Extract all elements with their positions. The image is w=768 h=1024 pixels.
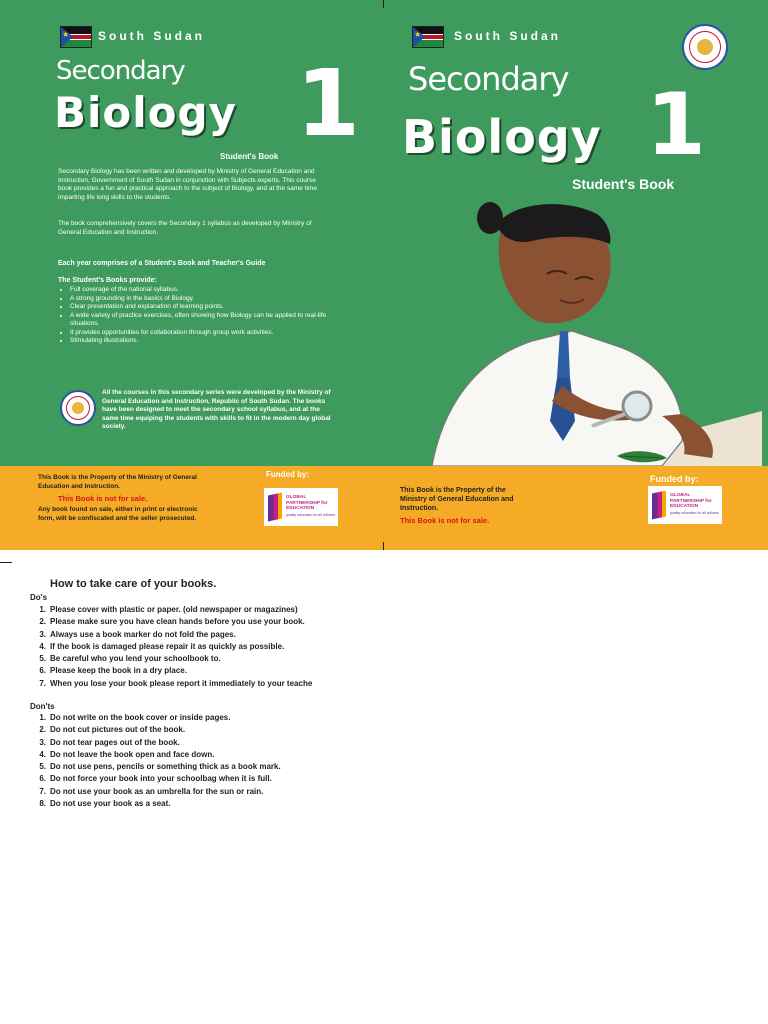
donts-heading: Don'ts [30, 702, 55, 711]
donts-list [39, 712, 281, 810]
intro-text: Secondary Biology has been written and developed by Ministry of General Education and Instruction, Government of South Sudan in conjunction with Subjects experts. This course book provides a fun and practical approach to the subject of Biology, and at the same time imparting life long skills to the students. [58, 168, 317, 201]
grade-number: 1 [646, 75, 706, 175]
each-year-note: Each year comprises of a Student's Book and Teacher's Guide [58, 260, 266, 267]
grade-number: 1 [296, 50, 361, 157]
list-item: 8. Do not use your book as a seat. [39, 799, 171, 809]
south-sudan-flag-icon: ★ [60, 26, 92, 48]
confiscation-warning: Any book found on sale, either in print or electronic form, will be confiscated and the seller prosecuted. [38, 506, 198, 522]
list-item: • Stimulating illustrations. [70, 337, 340, 346]
not-for-sale-notice: This Book is not for sale. [58, 494, 148, 503]
book-type: Student's Book [220, 152, 279, 161]
provides-heading: The Student's Books provide: [58, 277, 157, 284]
property-notice: This Book is the Property of the Ministry of General Education and Instruction. [400, 487, 514, 512]
subject-title: Biology [402, 110, 602, 164]
gpe-logo-text: GLOBAL PARTNERSHIP for EDUCATION [286, 495, 328, 512]
list-item: 7. When you lose your book please report it immediately to your teache [39, 678, 313, 688]
list-item: • A strong grounding in the basics of Biology. [70, 295, 340, 304]
provides-list [54, 286, 340, 346]
property-notice: This Book is the Property of the Ministry of General Education and Instruction. [38, 474, 197, 490]
subject-title: Biology [54, 88, 237, 137]
funding-strip [0, 466, 768, 550]
series-title: Secondary [56, 56, 185, 86]
list-item: • A wide variety of practice exercises, often showing how Biology can be applied to real-life situations. [70, 312, 340, 329]
gpe-logo-text: GLOBAL PARTNERSHIP for EDUCATION [670, 493, 712, 510]
dos-list [39, 604, 313, 690]
spine-crop-mark [383, 542, 384, 550]
funded-by-label: Funded by: [650, 474, 699, 484]
country-name: South Sudan [454, 29, 561, 43]
list-item: 3. Do not tear pages out of the book. [39, 737, 180, 747]
south-sudan-flag-icon: ★ [412, 26, 444, 48]
list-item: 3. Always use a book marker do not fold the pages. [39, 629, 236, 639]
list-item: 1. Please cover with plastic or paper. (old newspaper or magazines) [39, 605, 298, 614]
dos-heading: Do's [30, 593, 48, 602]
book-care-section [0, 560, 768, 1020]
list-item: 4. Do not leave the book open and face down. [39, 749, 215, 759]
list-item: 4. If the book is damaged please repair it as quickly as possible. [39, 641, 285, 651]
ministry-seal-icon [682, 24, 728, 70]
country-name: South Sudan [98, 29, 205, 43]
ministry-note: All the courses in this secondary series were developed by the Ministry of General Education and Instruction, Republic of South Sudan. The books have been designed to meet the secondary school syllabus, and at the same time equiping the students with skills to fit in the modern day global society. [102, 389, 331, 430]
gpe-logo [264, 488, 338, 526]
book-type: Student's Book [572, 176, 675, 192]
list-item: 6. Please keep the book in a dry place. [39, 666, 187, 676]
series-title: Secondary [408, 60, 569, 98]
gpe-logo [648, 486, 722, 524]
spine-crop-mark [383, 0, 384, 8]
gpe-logo-subtext: quality education for all children [670, 511, 720, 515]
list-item: 5. Be careful who you lend your schoolbook to. [39, 654, 221, 664]
care-title: How to take care of your books. [50, 578, 217, 590]
ministry-seal-icon [60, 390, 96, 426]
list-item: • It provides opportunities for collaboration through group work activities. [70, 329, 340, 338]
syllabus-note: The book comprehensively covers the Secondary 1 syllabus as developed by Ministry of General Education and Instruction. [58, 220, 312, 236]
list-item: • Full coverage of the national syllabus. [70, 286, 340, 295]
gpe-logo-subtext: quality education for all children [286, 513, 336, 517]
gpe-book-icon [268, 493, 282, 522]
gpe-book-icon [652, 491, 666, 520]
not-for-sale-notice: This Book is not for sale. [400, 516, 490, 525]
list-item: 7. Do not use your book as an umbrella for the sun or rain. [39, 786, 264, 796]
list-item: 2. Please make sure you have clean hands before you use your book. [39, 617, 305, 627]
list-item: 1. Do not write on the book cover or inside pages. [39, 713, 231, 722]
student-with-magnifier-illustration [412, 196, 762, 466]
list-item: 2. Do not cut pictures out of the book. [39, 725, 186, 735]
list-item: 5. Do not use pens, pencils or something thick as a book mark. [39, 762, 281, 772]
funded-by-label: Funded by: [266, 470, 310, 479]
list-item: • Clear presentation and explanation of learning points. [70, 303, 340, 312]
list-item: 6. Do not force your book into your schoolbag when it is full. [39, 774, 272, 784]
